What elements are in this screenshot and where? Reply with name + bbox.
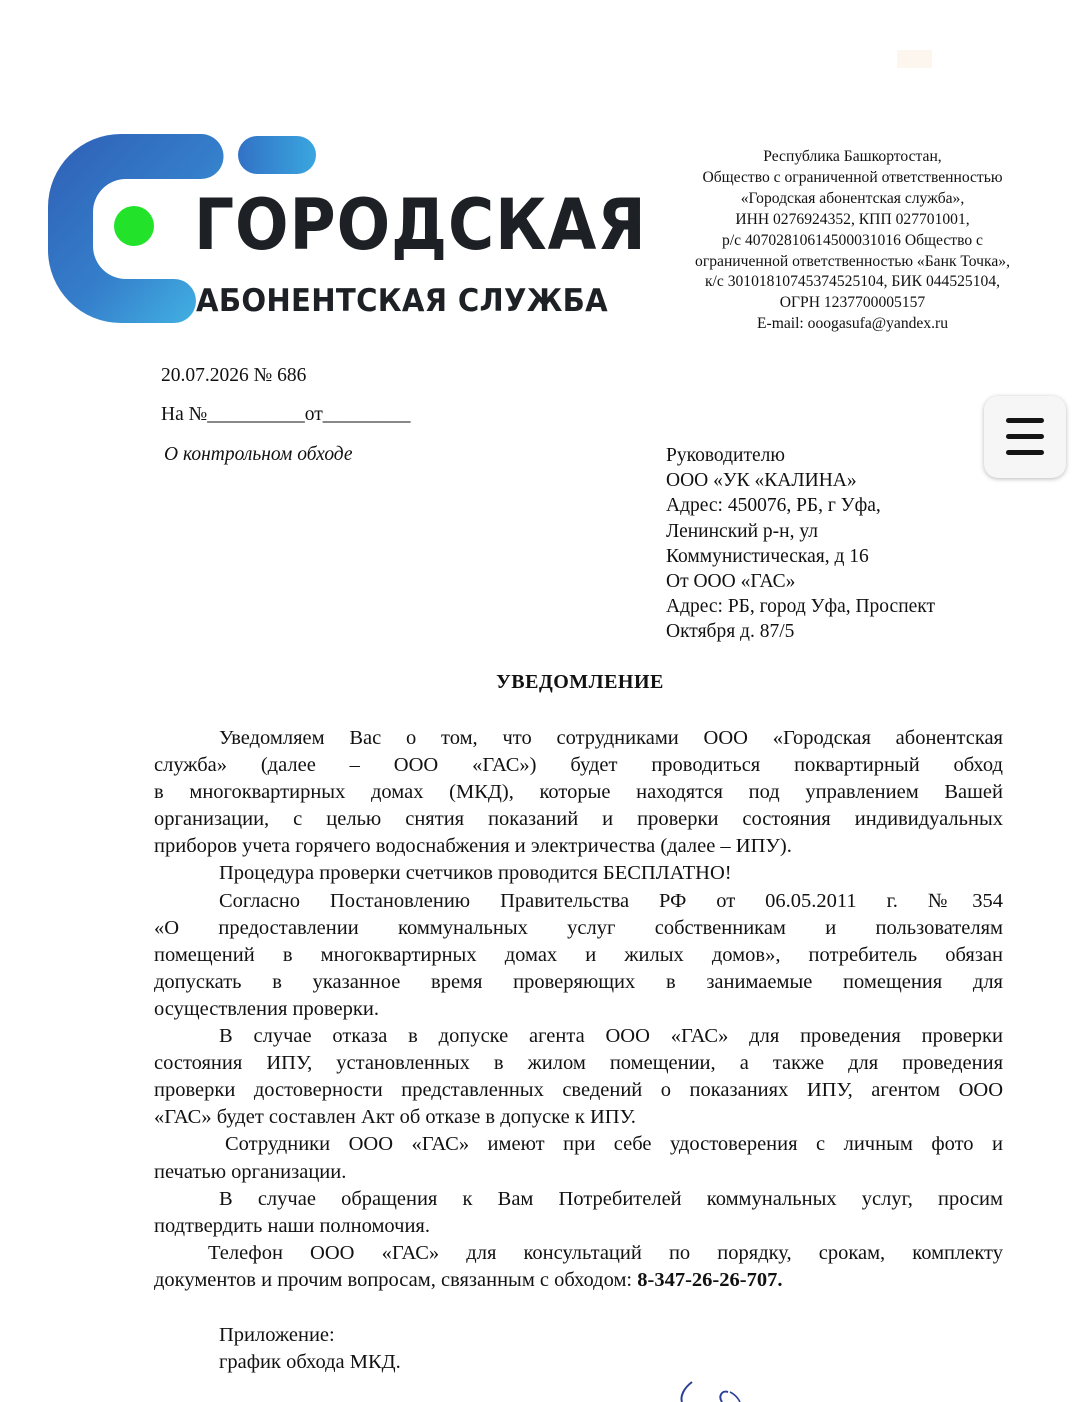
company-requisites [660,147,1045,335]
requisite-line: ОГРН 1237700005157 [779,294,926,312]
reference-line: На №__________от_________ [161,404,411,425]
paper-stain [897,50,932,68]
addressee-line: Адрес: 450076, РБ, г Уфа, [666,495,881,517]
body-line: «ГАС» будет составлен Акт об отказе в допуске к ИПУ. [154,1106,636,1129]
body-line: «О предоставлении коммунальных услуг собственникам и пользователям [154,916,1003,939]
logo-title: ГОРОДСКАЯ [194,184,647,266]
body-line: служба» (далее – ООО «ГАС») будет проводиться поквартирный обход [154,754,1003,777]
requisite-line: к/с 30101810745374525104, БИК 044525104, [704,273,1001,291]
body-line: документов и прочим вопросам, связанным с обходом: 8-347-26-26-707. [154,1268,783,1291]
addressee-line: Ленинский р-н, ул [666,520,818,542]
body-line: печатью организации. [154,1160,347,1183]
addressee-line: Руководителю [666,445,785,466]
document-title: УВЕДОМЛЕНИЕ [496,671,664,693]
body-line: Уведомляем Вас о том, что сотрудниками ООО «Городская абонентская [219,727,1003,749]
attachment-item: график обхода МКД. [219,1351,401,1373]
logo-subtitle: АБОНЕНТСКАЯ СЛУЖБА [196,283,608,319]
document-body [154,725,1003,1294]
body-line: проверки достоверности представленных сведений о показаниях ИПУ, агентом ООО [154,1079,1003,1102]
body-line: приборов учета горячего водоснабжения и электричества (далее – ИПУ). [154,835,792,858]
requisite-line: ограниченной ответственностью «Банк Точка», [695,252,1010,270]
addressee-line: Коммунистическая, д 16 [666,545,869,567]
body-line: допускать в указанное время проверяющих в занимаемые помещения для [154,970,1003,993]
signature [670,1378,760,1402]
body-line: В случае обращения к Вам Потребителей коммунальных услуг, просим [219,1187,1003,1210]
requisite-line: Общество с ограниченной ответственностью [702,168,1003,186]
body-line: помещений в многоквартирных домах и жилых домов», потребитель обязан [154,943,1003,966]
requisite-line: ИНН 0276924352, КПП 027701001, [735,210,970,228]
requisite-line: «Городская абонентская служба», [740,189,965,207]
attachment-label: Приложение: [219,1324,335,1346]
body-line: в многоквартирных домах (МКД), которые находятся под управлением Вашей [154,781,1003,804]
attachment-block [219,1322,401,1376]
addressee-block [666,443,935,645]
body-line: организации, с целью снятия показаний и проверки состояния индивидуальных [154,808,1003,831]
body-line: осуществления проверки. [154,997,379,1020]
addressee-line: От ООО «ГАС» [666,571,796,593]
body-line: В случае отказа в допуске агента ООО «ГАС» для проведения проверки [219,1025,1003,1048]
requisite-line: р/с 40702810614500031016 Общество с [722,231,983,249]
body-line: состояния ИПУ, установленных в жилом помещении, а также для проведения [154,1052,1003,1075]
document-subject: О контрольном обходе [164,444,353,465]
requisite-line: Республика Башкортостан, [763,148,942,165]
document-date-number: 20.07.2026 № 686 [161,365,307,386]
body-line: подтвердить наши полномочия. [154,1214,430,1237]
requisite-email: E-mail: ooogasufa@yandex.ru [756,315,949,333]
body-line: Телефон ООО «ГАС» для консультаций по порядку, срокам, комплекту [208,1241,1003,1264]
addressee-line: ООО «УК «КАЛИНА» [666,470,857,492]
menu-button[interactable] [984,396,1066,478]
phone-number: 8-347-26-26-707. [637,1268,783,1291]
addressee-line: Октября д. 87/5 [666,621,795,643]
body-line: Сотрудники ООО «ГАС» имеют при себе удостоверения с личным фото и [225,1133,1003,1156]
body-line: Процедура проверки счетчиков проводится БЕСПЛАТНО! [219,862,732,885]
addressee-line: Адрес: РБ, город Уфа, Проспект [666,596,936,618]
body-line: Согласно Постановлению Правительства РФ от 06.05.2011 г. №354 [219,889,1003,912]
